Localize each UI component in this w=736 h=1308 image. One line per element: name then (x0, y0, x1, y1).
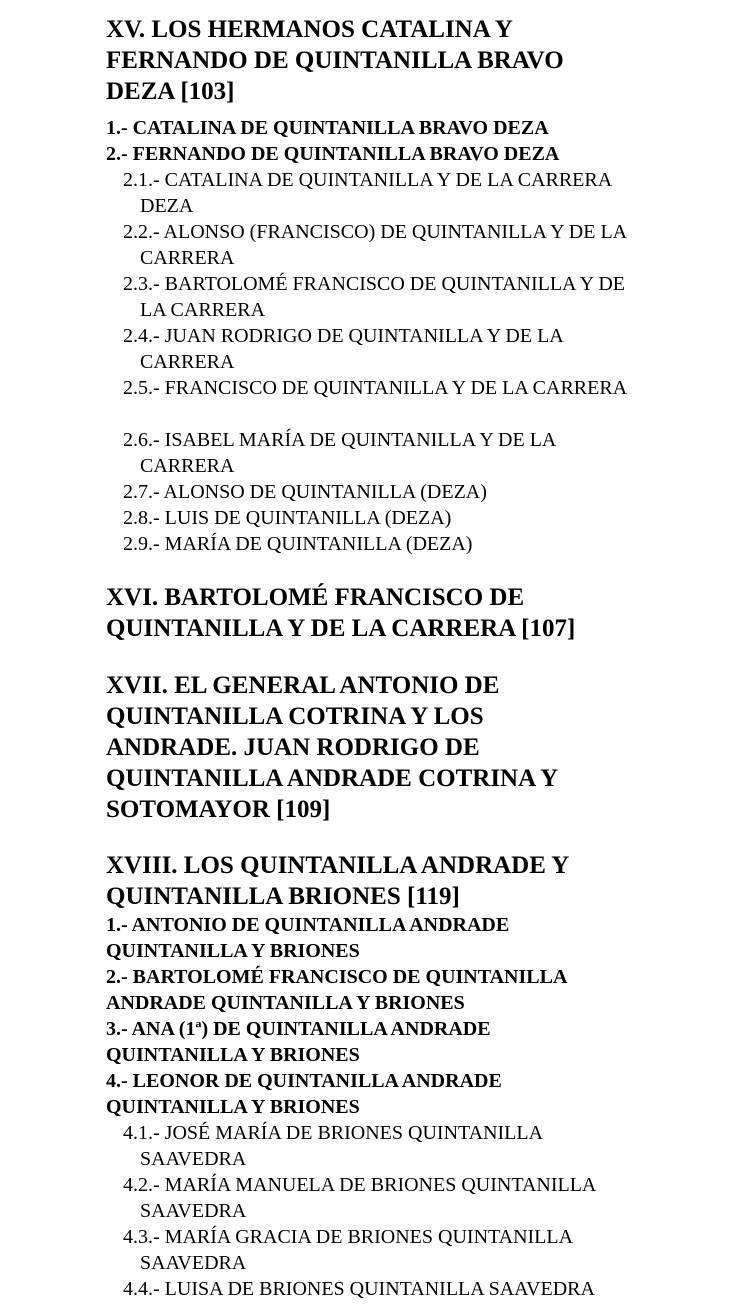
list-item: 4.- LEONOR DE QUINTANILLA ANDRADE QUINTANILLA Y BRIONES (106, 1070, 502, 1118)
sub-list-item: 2.8.- LUIS DE QUINTANILLA (DEZA) (123, 507, 452, 529)
list-item: 1.- CATALINA DE QUINTANILLA BRAVO DEZA (106, 117, 549, 139)
sub-list-item: 2.5.- FRANCISCO DE QUINTANILLA Y DE LA CARRERA (123, 377, 628, 399)
sub-list-item: 2.1.- CATALINA DE QUINTANILLA Y DE LA CARRERA DEZA (123, 169, 612, 217)
sub-list-item: 4.3.- MARÍA GRACIA DE BRIONES QUINTANILLA SAAVEDRA (123, 1226, 572, 1274)
sub-list-item: 4.2.- MARÍA MANUELA DE BRIONES QUINTANILLA SAAVEDRA (123, 1174, 596, 1222)
sub-list-item: 4.1.- JOSÉ MARÍA DE BRIONES QUINTANILLA SAAVEDRA (123, 1122, 542, 1170)
sub-list-item: 2.3.- BARTOLOMÉ FRANCISCO DE QUINTANILLA Y DE LA CARRERA (123, 273, 626, 321)
section-heading: XVIII. LOS QUINTANILLA ANDRADE Y QUINTANILLA BRIONES [119] (106, 852, 569, 910)
list-item: 3.- ANA (1ª) DE QUINTANILLA ANDRADE QUINTANILLA Y BRIONES (106, 1018, 491, 1066)
list-item: 2.- FERNANDO DE QUINTANILLA BRAVO DEZA (106, 143, 560, 165)
section-heading: XVI. BARTOLOMÉ FRANCISCO DE QUINTANILLA Y DE LA CARRERA [107] (106, 584, 576, 642)
sub-list-item: 2.2.- ALONSO (FRANCISCO) DE QUINTANILLA Y DE LA CARRERA (123, 221, 627, 269)
list-item: 2.- BARTOLOMÉ FRANCISCO DE QUINTANILLA ANDRADE QUINTANILLA Y BRIONES (106, 966, 567, 1014)
sub-list-item: 2.9.- MARÍA DE QUINTANILLA (DEZA) (123, 533, 473, 555)
list-item: 1.- ANTONIO DE QUINTANILLA ANDRADE QUINTANILLA Y BRIONES (106, 914, 510, 962)
sub-list-item: 2.6.- ISABEL MARÍA DE QUINTANILLA Y DE LA CARRERA (123, 429, 556, 477)
section-heading: XVII. EL GENERAL ANTONIO DE QUINTANILLA COTRINA Y LOS ANDRADE. JUAN RODRIGO DE QUINTANILLA ANDRADE COTRINA Y SOTOMAYOR [109] (106, 672, 558, 823)
sub-list-item: 2.4.- JUAN RODRIGO DE QUINTANILLA Y DE LA CARRERA (123, 325, 563, 373)
section-heading: XV. LOS HERMANOS CATALINA Y FERNANDO DE QUINTANILLA BRAVO DEZA [103] (106, 16, 564, 105)
sub-list-item: 4.4.- LUISA DE BRIONES QUINTANILLA SAAVEDRA (123, 1278, 595, 1300)
sub-list-item: 2.7.- ALONSO DE QUINTANILLA (DEZA) (123, 481, 487, 503)
